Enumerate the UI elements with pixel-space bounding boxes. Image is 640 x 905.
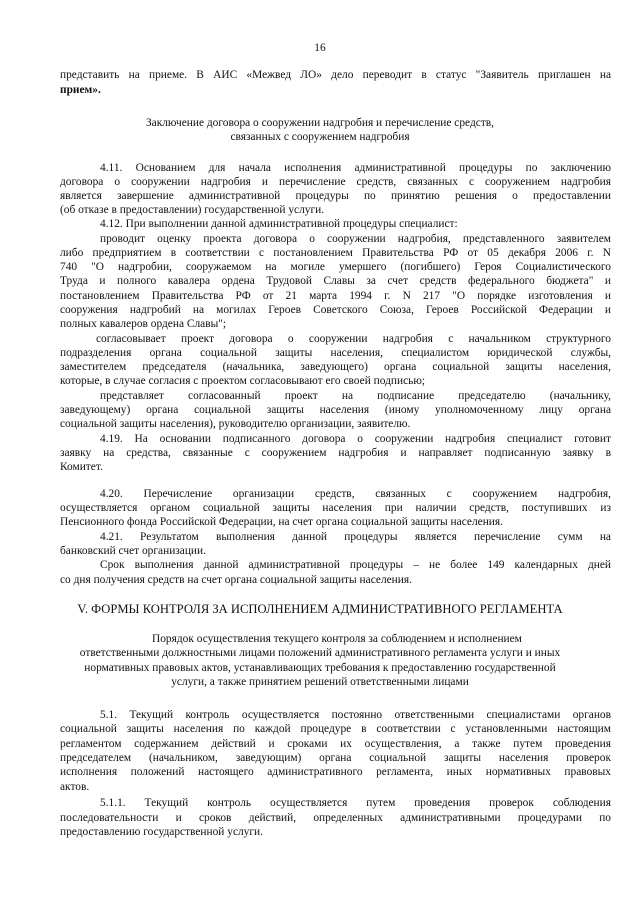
paragraph-line: регламентом содержанием действий и сроками их осуществления, а также путем проведения — [60, 738, 611, 750]
subsection-heading: услуги, а также принятием решений ответственными лицами — [171, 676, 469, 688]
paragraph-line: постановлением Правительства РФ от 21 марта 1994 г. N 217 "О порядке изготовления и — [60, 290, 611, 302]
paragraph-line: 4.12. При выполнении данной административной процедуры специалист: — [100, 218, 458, 230]
paragraph-line: является завершение административной процедуры по принятию решения о предоставлении — [60, 190, 611, 202]
text-line: прием». — [60, 84, 101, 96]
paragraph-line: заведующему) органа социальной защиты населения (иному уполномоченному лицу органа — [60, 404, 611, 416]
paragraph-line: 5.1. Текущий контроль осуществляется постоянно ответственными специалистами органов — [100, 709, 611, 721]
paragraph-line: социальной защиты населения по каждой процедуре в соответствии с установленными настоящим — [60, 723, 611, 735]
section-heading: связанных с сооружением надгробия — [230, 131, 410, 143]
paragraph-line: 740 "О надгробии, сооружаемом на могиле умершего (погибшего) Героя Социалистического — [60, 261, 611, 273]
paragraph-line: председателем (начальником, заведующим) органа социальной защиты населения проверок — [60, 752, 611, 764]
paragraph-line: предоставлению государственной услуги. — [60, 826, 263, 838]
paragraph-line: полных кавалеров ордена Славы"; — [60, 318, 227, 330]
paragraph-line: банковский счет организации. — [60, 545, 206, 557]
paragraph-line: подразделения органа социальной защиты населения, специалистом юридической службы, — [60, 347, 611, 359]
paragraph-line: актов. — [60, 781, 90, 793]
paragraph-line: 4.11. Основанием для начала исполнения административной процедуры по заключению — [100, 162, 611, 174]
paragraph-line: Комитет. — [60, 461, 103, 473]
paragraph-line: 4.19. На основании подписанного договора о сооружении надгробия специалист готовит — [100, 433, 611, 445]
paragraph-line: (об отказе в предоставлении) государственной услуги. — [60, 204, 325, 216]
paragraph-line: которые, в случае согласия с проектом согласовывают его своей подписью; — [60, 375, 426, 387]
paragraph-line: исполнения положений настоящего административного регламента, иных нормативных правовых — [60, 766, 611, 778]
paragraph-line: 4.20. Перечисление организации средств, связанных с сооружением надгробия, — [100, 488, 611, 500]
paragraph-line: Труда и полного кавалера ордена Трудовой Славы за счет средств федерального бюджета" и — [60, 275, 611, 287]
paragraph-line: представляет согласованный проект на подписание председателю (начальнику, — [100, 390, 611, 402]
paragraph-line: 4.21. Результатом выполнения данной процедуры является перечисление сумм на — [100, 531, 611, 543]
paragraph-line: проводит оценку проекта договора о сооружении надгробия, представленного заявителем — [100, 233, 611, 245]
paragraph-line: социальной защиты населения), руководителю организации, заявителю. — [60, 418, 411, 430]
paragraph-line: заявку на средства, связанные с сооружением надгробия и направляет подписанную заявку в — [60, 447, 611, 459]
text-line: представить на приеме. В АИС «Межвед ЛО» дело переводит в статус "Заявитель приглашен на — [60, 69, 611, 81]
paragraph-line: Срок выполнения данной административной процедуры – не более 149 календарных дней — [100, 559, 611, 571]
paragraph-line: заместителем председателя (начальника, заведующего) органа социальной защиты населения, — [60, 361, 611, 373]
chapter-heading: V. ФОРМЫ КОНТРОЛЯ ЗА ИСПОЛНЕНИЕМ АДМИНИСТРАТИВНОГО РЕГЛАМЕНТА — [77, 602, 563, 616]
paragraph-line: договора о сооружении надгробия и перечисление средств, связанных с сооружением надгробия — [60, 176, 611, 188]
paragraph-line: сооружения надгробий на могилах Героев Советского Союза, Героев Российской Федерации и — [60, 304, 611, 316]
paragraph-line: согласовывает проект договора о сооружении надгробия с начальником структурного — [96, 333, 611, 345]
paragraph-line: со дня получения средств на счет органа социальной защиты населения. — [60, 574, 412, 586]
paragraph-line: либо предприятием в соответствии с постановлением Правительства РФ от 05 декабря 2006 г. N — [60, 247, 611, 259]
paragraph-line: осуществляется органом социальной защиты населения при наличии средств, поступивших из — [60, 502, 611, 514]
subsection-heading: Порядок осуществления текущего контроля за соблюдением и исполнением — [152, 633, 522, 645]
section-heading: Заключение договора о сооружении надгробия и перечисление средств, — [145, 117, 495, 129]
paragraph-line: Пенсионного фонда Российской Федерации, на счет органа социальной защиты населения. — [60, 516, 503, 528]
paragraph-line: 5.1.1. Текущий контроль осуществляется путем проведения проверок соблюдения — [100, 797, 611, 809]
subsection-heading: ответственными должностными лицами положений административного регламента услуги и иных — [79, 647, 561, 659]
paragraph-line: последовательности и сроков действий, определенных административными процедурами по — [60, 812, 611, 824]
subsection-heading: нормативных правовых актов, устанавливающих требования к предоставлению государственной — [84, 662, 556, 674]
page-number: 16 — [314, 42, 326, 54]
